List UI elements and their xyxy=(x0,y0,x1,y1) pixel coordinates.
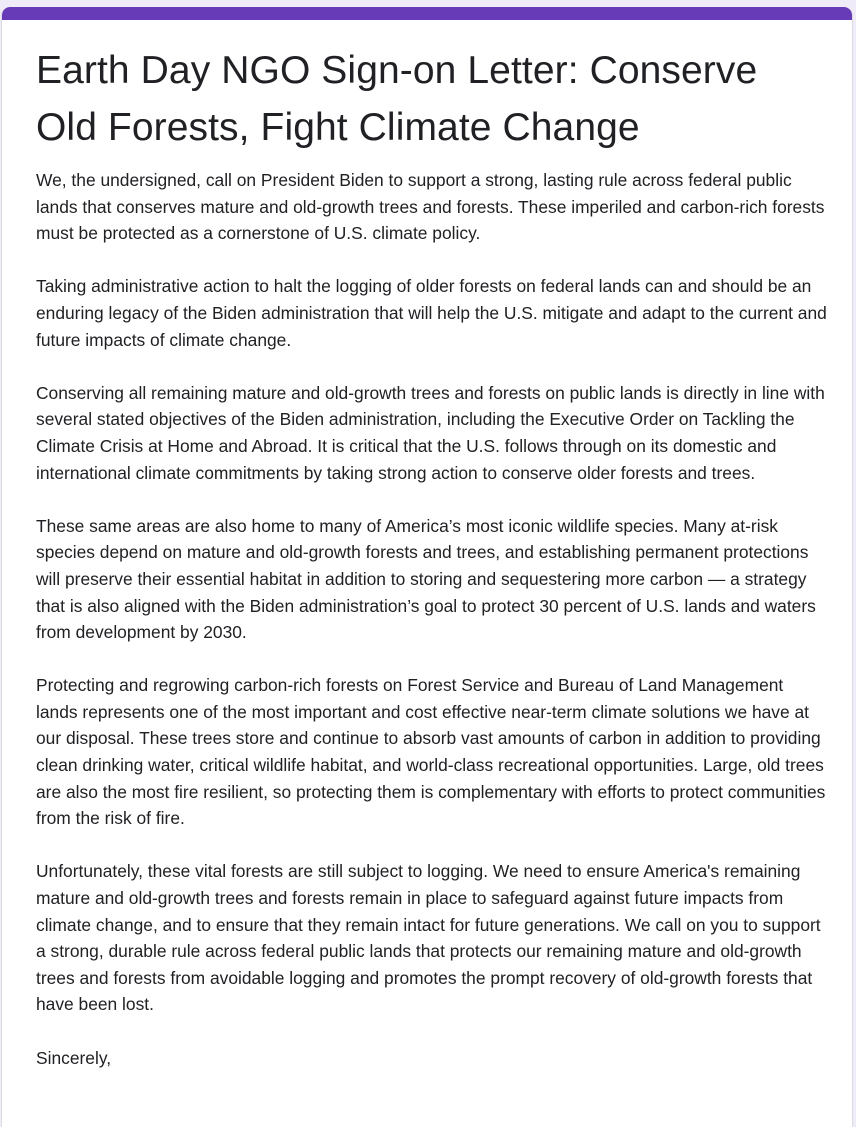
description-paragraph: We, the undersigned, call on President Biden to support a strong, lasting rule across federal public lands that conserves mature and old-growth trees and forests. These imperiled and carbon-rich forests must be protected as a cornerstone of U.S. climate policy. xyxy=(36,170,825,244)
description-paragraph: Conserving all remaining mature and old-growth trees and forests on public lands is directly in line with several stated objectives of the Biden administration, including the Executive Order on Tackling the Climate Crisis at Home and Abroad. It is critical that the U.S. follows through on its domestic and international climate commitments by taking strong action to conserve older forests and trees. xyxy=(36,382,825,483)
description-paragraph: Unfortunately, these vital forests are still subject to logging. We need to ensure America's remaining mature and old-growth trees and forests remain in place to safeguard against future impacts from climate change, and to ensure that they remain intact for future generations. We call on you to support a strong, durable rule across federal public lands that protects our remaining mature and old-growth trees and forests from avoidable logging and promotes the prompt recovery of old-growth forests that have been lost. xyxy=(36,861,821,1015)
form-title: Earth Day NGO Sign-on Letter: Conserve Old Forests, Fight Climate Change xyxy=(36,49,758,149)
description-paragraph: Taking administrative action to halt the logging of older forests on federal lands can and should be an enduring legacy of the Biden administration that will help the U.S. mitigate and adapt to the current and future impacts of climate change. xyxy=(36,276,827,350)
description-paragraph: These same areas are also home to many of America’s most iconic wildlife species. Many at-risk species depend on mature and old-growth forests and trees, and establishing permanent protections will preserve their essential habitat in addition to storing and sequestering more carbon — a strategy that is also aligned with the Biden administration’s goal to protect 30 percent of U.S. lands and waters from development by 2030. xyxy=(36,515,816,643)
form-header-card xyxy=(1,7,853,1127)
form-header-content xyxy=(2,20,852,1071)
form-description xyxy=(36,167,828,1071)
description-paragraph: Protecting and regrowing carbon-rich forests on Forest Service and Bureau of Land Management lands represents one of the most important and cost effective near-term climate solutions we have at our disposal. These trees store and continue to absorb vast amounts of carbon in addition to providing clean drinking water, critical wildlife habitat, and world-class recreational opportunities. Large, old trees are also the most fire resilient, so protecting them is complementary with efforts to protect communities from the risk of fire. xyxy=(36,675,826,829)
closing-signoff: Sincerely, xyxy=(36,1047,112,1068)
form-accent-bar xyxy=(2,7,852,20)
